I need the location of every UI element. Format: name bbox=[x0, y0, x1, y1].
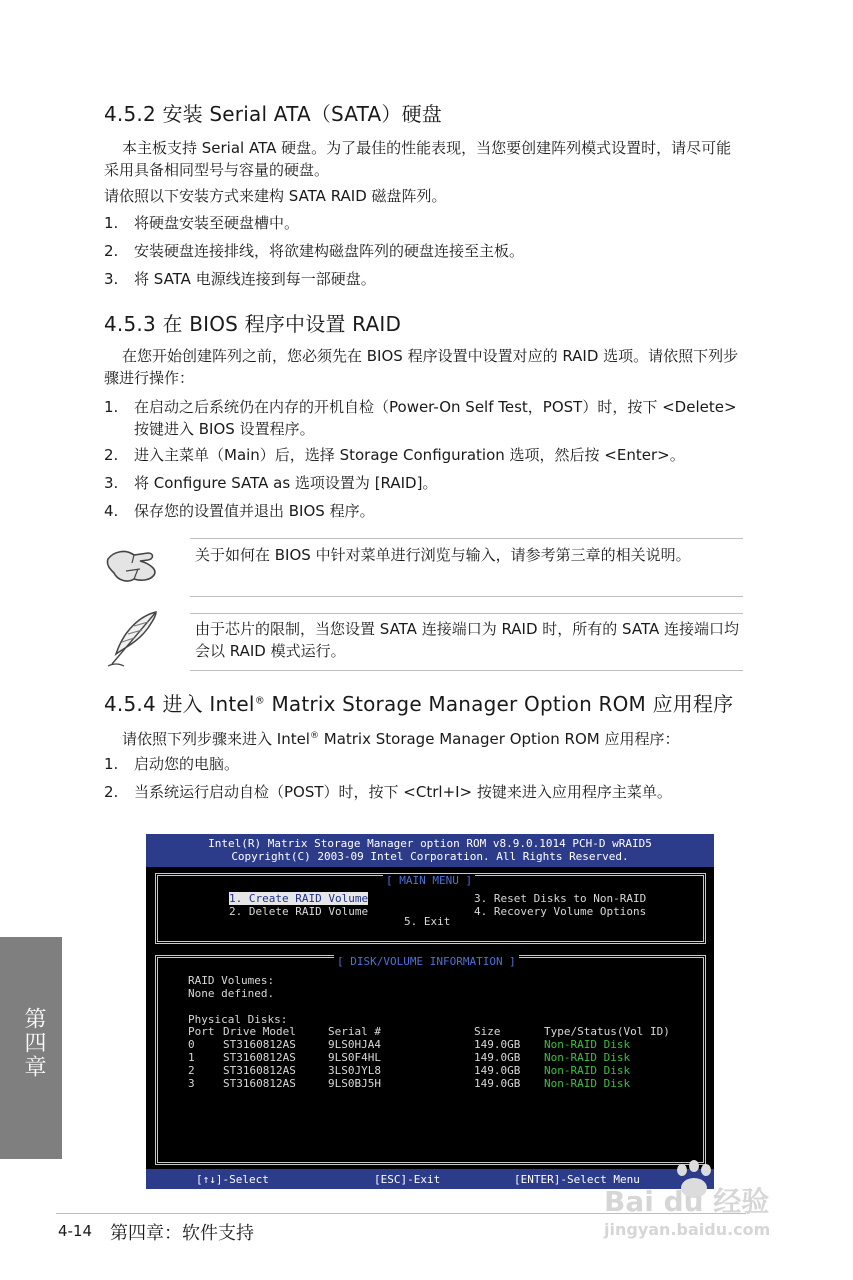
note-divider bbox=[190, 613, 743, 614]
disk-serial: 3LS0JYL8 bbox=[328, 1064, 381, 1077]
note-divider bbox=[190, 596, 743, 597]
section-heading-4-5-4 bbox=[104, 688, 733, 717]
disk-size: 149.0GB bbox=[474, 1051, 521, 1064]
registered-mark: ® bbox=[309, 731, 319, 741]
menu-item-recovery-options[interactable]: 4. Recovery Volume Options bbox=[474, 905, 647, 918]
section-intro-4-5-2: 本主板支持 Serial ATA 硬盘。为了最佳的性能表现，当您要创建阵列模式设置时，请尽可能采用具备相同型号与容量的硬盘。 bbox=[104, 139, 732, 179]
menu-item-delete-raid[interactable]: 2. Delete RAID Volume bbox=[229, 905, 369, 918]
footer-exit-hint: [ESC]-Exit bbox=[374, 1173, 441, 1186]
bios-screenshot bbox=[146, 834, 714, 1189]
note-divider bbox=[190, 670, 743, 671]
menu-item-reset-disks[interactable]: 3. Reset Disks to Non-RAID bbox=[474, 892, 647, 905]
feather-note-icon bbox=[104, 608, 162, 668]
list-number: 2. bbox=[104, 446, 119, 464]
watermark-url: jingyan.baidu.com bbox=[604, 1220, 771, 1239]
raid-volumes-value: None defined. bbox=[188, 987, 275, 1000]
list-number: 4. bbox=[104, 502, 119, 520]
bios-header-title: Intel(R) Matrix Storage Manager option ROM v8.9.0.1014 PCH-D wRAID5 bbox=[208, 837, 652, 850]
intro-text: Matrix Storage Manager Option ROM 应用程序： bbox=[318, 730, 680, 748]
list-number: 2. bbox=[104, 242, 119, 260]
column-header: Type/Status(Vol ID) bbox=[544, 1025, 670, 1038]
section-intro-4-5-3: 在您开始创建阵列之前，您必须先在 BIOS 程序设置中设置对应的 RAID 选项。请依照下列步骤进行操作： bbox=[104, 347, 739, 387]
list-number: 1. bbox=[104, 398, 119, 416]
disk-status: Non-RAID Disk bbox=[544, 1051, 631, 1064]
disk-serial: 9LS0F4HL bbox=[328, 1051, 381, 1064]
physical-disks-label: Physical Disks: bbox=[188, 1013, 288, 1026]
note-divider bbox=[190, 538, 743, 539]
list-text: 将 Configure SATA as 选项设置为 [RAID]。 bbox=[134, 474, 438, 492]
list-text: 保存您的设置值并退出 BIOS 程序。 bbox=[134, 502, 375, 520]
column-header: Drive Model bbox=[223, 1025, 296, 1038]
disk-size: 149.0GB bbox=[474, 1038, 521, 1051]
disk-model: ST3160812AS bbox=[223, 1051, 296, 1064]
note-text-bios-navigation: 关于如何在 BIOS 中针对菜单进行浏览与输入，请参考第三章的相关说明。 bbox=[195, 546, 691, 564]
section-intro-4-5-4 bbox=[104, 725, 744, 750]
disk-model: ST3160812AS bbox=[223, 1038, 296, 1051]
section-lead-4-5-2: 请依照以下安装方式来建构 SATA RAID 磁盘阵列。 bbox=[104, 187, 447, 205]
menu-item-exit[interactable]: 5. Exit bbox=[404, 915, 451, 928]
chapter-side-tab-label: 第四章 bbox=[21, 1007, 46, 1079]
section-heading-4-5-2: 4.5.2 安装 Serial ATA（SATA）硬盘 bbox=[104, 102, 442, 126]
chapter-title: 第四章：软件支持 bbox=[110, 1223, 254, 1244]
disk-port: 2 bbox=[188, 1064, 195, 1077]
main-menu-title: [ MAIN MENU ] bbox=[383, 874, 475, 887]
disk-size: 149.0GB bbox=[474, 1077, 521, 1090]
disk-model: ST3160812AS bbox=[223, 1077, 296, 1090]
list-number: 3. bbox=[104, 270, 119, 288]
disk-status: Non-RAID Disk bbox=[544, 1064, 631, 1077]
list-text: 启动您的电脑。 bbox=[134, 755, 240, 773]
list-text: 当系统运行启动自检（POST）时，按下 <Ctrl+I> 按键来进入应用程序主菜单。 bbox=[134, 783, 672, 801]
column-header: Port bbox=[188, 1025, 215, 1038]
disk-port: 1 bbox=[188, 1051, 195, 1064]
footer-select-hint: [↑↓]-Select bbox=[196, 1173, 269, 1186]
disk-size: 149.0GB bbox=[474, 1064, 521, 1077]
heading-text: 4.5.4 进入 Intel bbox=[104, 692, 255, 716]
page-number: 4-14 bbox=[58, 1222, 93, 1240]
hand-note-icon bbox=[104, 541, 162, 587]
disk-model: ST3160812AS bbox=[223, 1064, 296, 1077]
intro-text: 请依照下列步骤来进入 Intel bbox=[122, 730, 310, 748]
footer-enter-hint: [ENTER]-Select Menu bbox=[514, 1173, 640, 1186]
list-text: 安装硬盘连接排线，将欲建构磁盘阵列的硬盘连接至主板。 bbox=[134, 242, 525, 260]
section-heading-4-5-3: 4.5.3 在 BIOS 程序中设置 RAID bbox=[104, 312, 402, 336]
heading-text: Matrix Storage Manager Option ROM 应用程序 bbox=[264, 692, 734, 716]
list-number: 2. bbox=[104, 783, 119, 801]
bios-header-copyright: Copyright(C) 2003-09 Intel Corporation. All Rights Reserved. bbox=[231, 850, 629, 863]
list-text: 将硬盘安装至硬盘槽中。 bbox=[134, 214, 300, 232]
disk-info-title: [ DISK/VOLUME INFORMATION ] bbox=[334, 955, 519, 968]
column-header: Serial # bbox=[328, 1025, 381, 1038]
bios-header bbox=[146, 834, 714, 867]
list-number: 1. bbox=[104, 214, 119, 232]
list-text: 在启动之后系统仍在内存的开机自检（Power-On Self Test，POST）时，按下 <Delete> 按键进入 BIOS 设置程序。 bbox=[134, 398, 737, 438]
list-text: 进入主菜单（Main）后，选择 Storage Configuration 选项，然后按 <Enter>。 bbox=[134, 446, 685, 464]
watermark-brand: Bai du 经验 bbox=[604, 1185, 770, 1218]
disk-port: 0 bbox=[188, 1038, 195, 1051]
note-text-sata-limitation: 由于芯片的限制，当您设置 SATA 连接端口为 RAID 时，所有的 SATA 连接端口均会以 RAID 模式运行。 bbox=[195, 620, 739, 660]
disk-status: Non-RAID Disk bbox=[544, 1077, 631, 1090]
list-number: 1. bbox=[104, 755, 119, 773]
list-text: 将 SATA 电源线连接到每一部硬盘。 bbox=[134, 270, 376, 288]
registered-mark: ® bbox=[254, 695, 265, 707]
disk-port: 3 bbox=[188, 1077, 195, 1090]
raid-volumes-label: RAID Volumes: bbox=[188, 974, 275, 987]
chapter-side-tab bbox=[0, 937, 62, 1159]
disk-serial: 9LS0HJA4 bbox=[328, 1038, 381, 1051]
list-number: 3. bbox=[104, 474, 119, 492]
disk-status: Non-RAID Disk bbox=[544, 1038, 631, 1051]
disk-serial: 9LS0BJ5H bbox=[328, 1077, 381, 1090]
menu-item-create-raid[interactable]: 1. Create RAID Volume bbox=[229, 892, 369, 905]
column-header: Size bbox=[474, 1025, 501, 1038]
